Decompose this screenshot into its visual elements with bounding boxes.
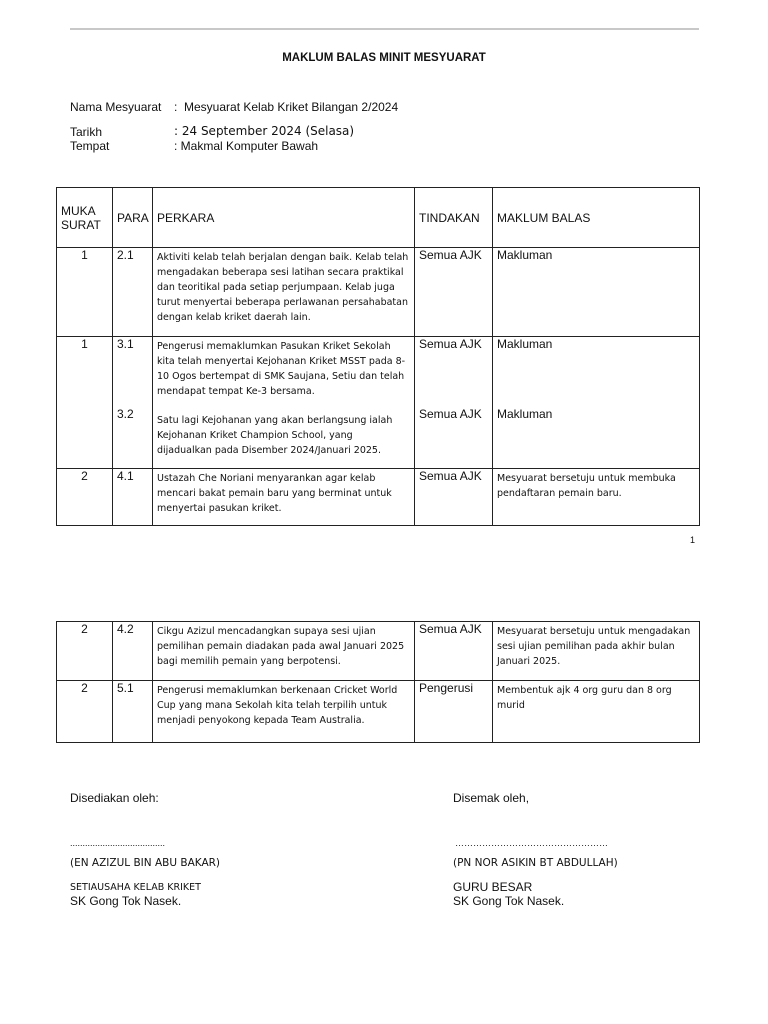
cell-muka: 2	[57, 681, 113, 743]
table-row	[57, 248, 700, 337]
cell-maklum-balas: Makluman	[493, 248, 700, 337]
right-signature-line: ……………………………………………	[455, 838, 608, 848]
cell-perkara: Pengerusi memaklumkan berkenaan Cricket World Cup yang mana Sekolah kita telah terpilih untuk menjadi penyokong kepada Team Australia.	[153, 681, 415, 743]
cell-muka: 1	[57, 337, 113, 407]
tarikh-label: Tarikh	[70, 125, 103, 139]
cell-maklum-balas: Makluman	[493, 337, 700, 407]
tempat-label: Tempat	[70, 139, 110, 153]
cell-perkara: Ustazah Che Noriani menyarankan agar kelab mencari bakat pemain baru yang berminat untuk menyertai pasukan kriket.	[153, 469, 415, 526]
cell-para: 4.2	[113, 622, 153, 681]
cell-para: 4.1	[113, 469, 153, 526]
document-title: MAKLUM BALAS MINIT MESYUARAT	[282, 52, 486, 64]
prepared-by-label: Disediakan oleh:	[70, 791, 159, 805]
header-tindakan: TINDAKAN	[415, 188, 493, 248]
cell-tindakan: Semua AJK	[415, 337, 493, 407]
nama-label: Nama Mesyuarat	[70, 100, 162, 114]
left-signatory-name: (EN AZIZUL BIN ABU BAKAR)	[70, 857, 221, 869]
cell-para: 3.2	[113, 407, 153, 469]
cell-tindakan: Semua AJK	[415, 248, 493, 337]
tempat-value: : Makmal Komputer Bawah	[174, 139, 319, 153]
cell-maklum-balas: Mesyuarat bersetuju untuk membuka pendaftaran pemain baru.	[493, 469, 700, 526]
table-row	[57, 681, 700, 743]
cell-perkara: Satu lagi Kejohanan yang akan berlangsung ialah Kejohanan Kriket Champion School, yang dijadualkan pada Disember 2024/Januari 2025.	[153, 407, 415, 469]
right-signatory-name: (PN NOR ASIKIN BT ABDULLAH)	[453, 857, 618, 869]
left-signature-line: ......................................	[70, 838, 166, 848]
header-muka-surat: MUKA SURAT	[57, 188, 113, 248]
header-maklum-balas: MAKLUM BALAS	[493, 188, 700, 248]
cell-para: 2.1	[113, 248, 153, 337]
table-row	[57, 622, 700, 681]
cell-muka: 1	[57, 248, 113, 337]
cell-muka: 2	[57, 469, 113, 526]
cell-tindakan: Semua AJK	[415, 407, 493, 469]
page-number: 1	[690, 535, 696, 545]
left-signatory-school: SK Gong Tok Nasek.	[70, 894, 182, 908]
minutes-table-page2	[56, 621, 700, 743]
cell-muka	[57, 407, 113, 469]
cell-para: 5.1	[113, 681, 153, 743]
nama-value: : Mesyuarat Kelab Kriket Bilangan 2/2024	[174, 100, 399, 114]
cell-maklum-balas: Membentuk ajk 4 org guru dan 8 org murid	[493, 681, 700, 743]
table-header-row	[57, 188, 700, 248]
cell-maklum-balas: Mesyuarat bersetuju untuk mengadakan sesi ujian pemilihan pada akhir bulan Januari 2025.	[493, 622, 700, 681]
table-row	[57, 337, 700, 407]
cell-tindakan: Semua AJK	[415, 469, 493, 526]
reviewed-by-label: Disemak oleh,	[453, 791, 530, 805]
right-signatory-school: SK Gong Tok Nasek.	[453, 894, 565, 908]
top-divider	[70, 28, 699, 30]
cell-perkara: Aktiviti kelab telah berjalan dengan baik. Kelab telah mengadakan beberapa sesi latihan secara praktikal dan teoritikal pada setiap perjumpaan. Kelab juga turut menyertai beberapa perlawanan persahabatan dengan kelab kriket daerah lain.	[153, 248, 415, 337]
cell-tindakan: Semua AJK	[415, 622, 493, 681]
table-row	[57, 407, 700, 469]
cell-muka: 2	[57, 622, 113, 681]
tarikh-value: : 24 September 2024 (Selasa)	[174, 124, 355, 138]
header-perkara: PERKARA	[153, 188, 415, 248]
minutes-table-page1	[56, 187, 700, 526]
left-signatory-position: SETIAUSAHA KELAB KRIKET	[70, 882, 201, 893]
cell-perkara: Cikgu Azizul mencadangkan supaya sesi ujian pemilihan pemain diadakan pada awal Januari 2025 bagi memilih pemain yang berpotensi.	[153, 622, 415, 681]
right-signatory-position: GURU BESAR	[453, 880, 533, 894]
cell-para: 3.1	[113, 337, 153, 407]
cell-maklum-balas: Makluman	[493, 407, 700, 469]
header-para: PARA	[113, 188, 153, 248]
cell-perkara: Pengerusi memaklumkan Pasukan Kriket Sekolah kita telah menyertai Kejohanan Kriket MSST pada 8-10 Ogos bertempat di SMK Saujana, Setiu dan telah mendapat tempat Ke-3 bersama.	[153, 337, 415, 407]
cell-tindakan: Pengerusi	[415, 681, 493, 743]
table-row	[57, 469, 700, 526]
